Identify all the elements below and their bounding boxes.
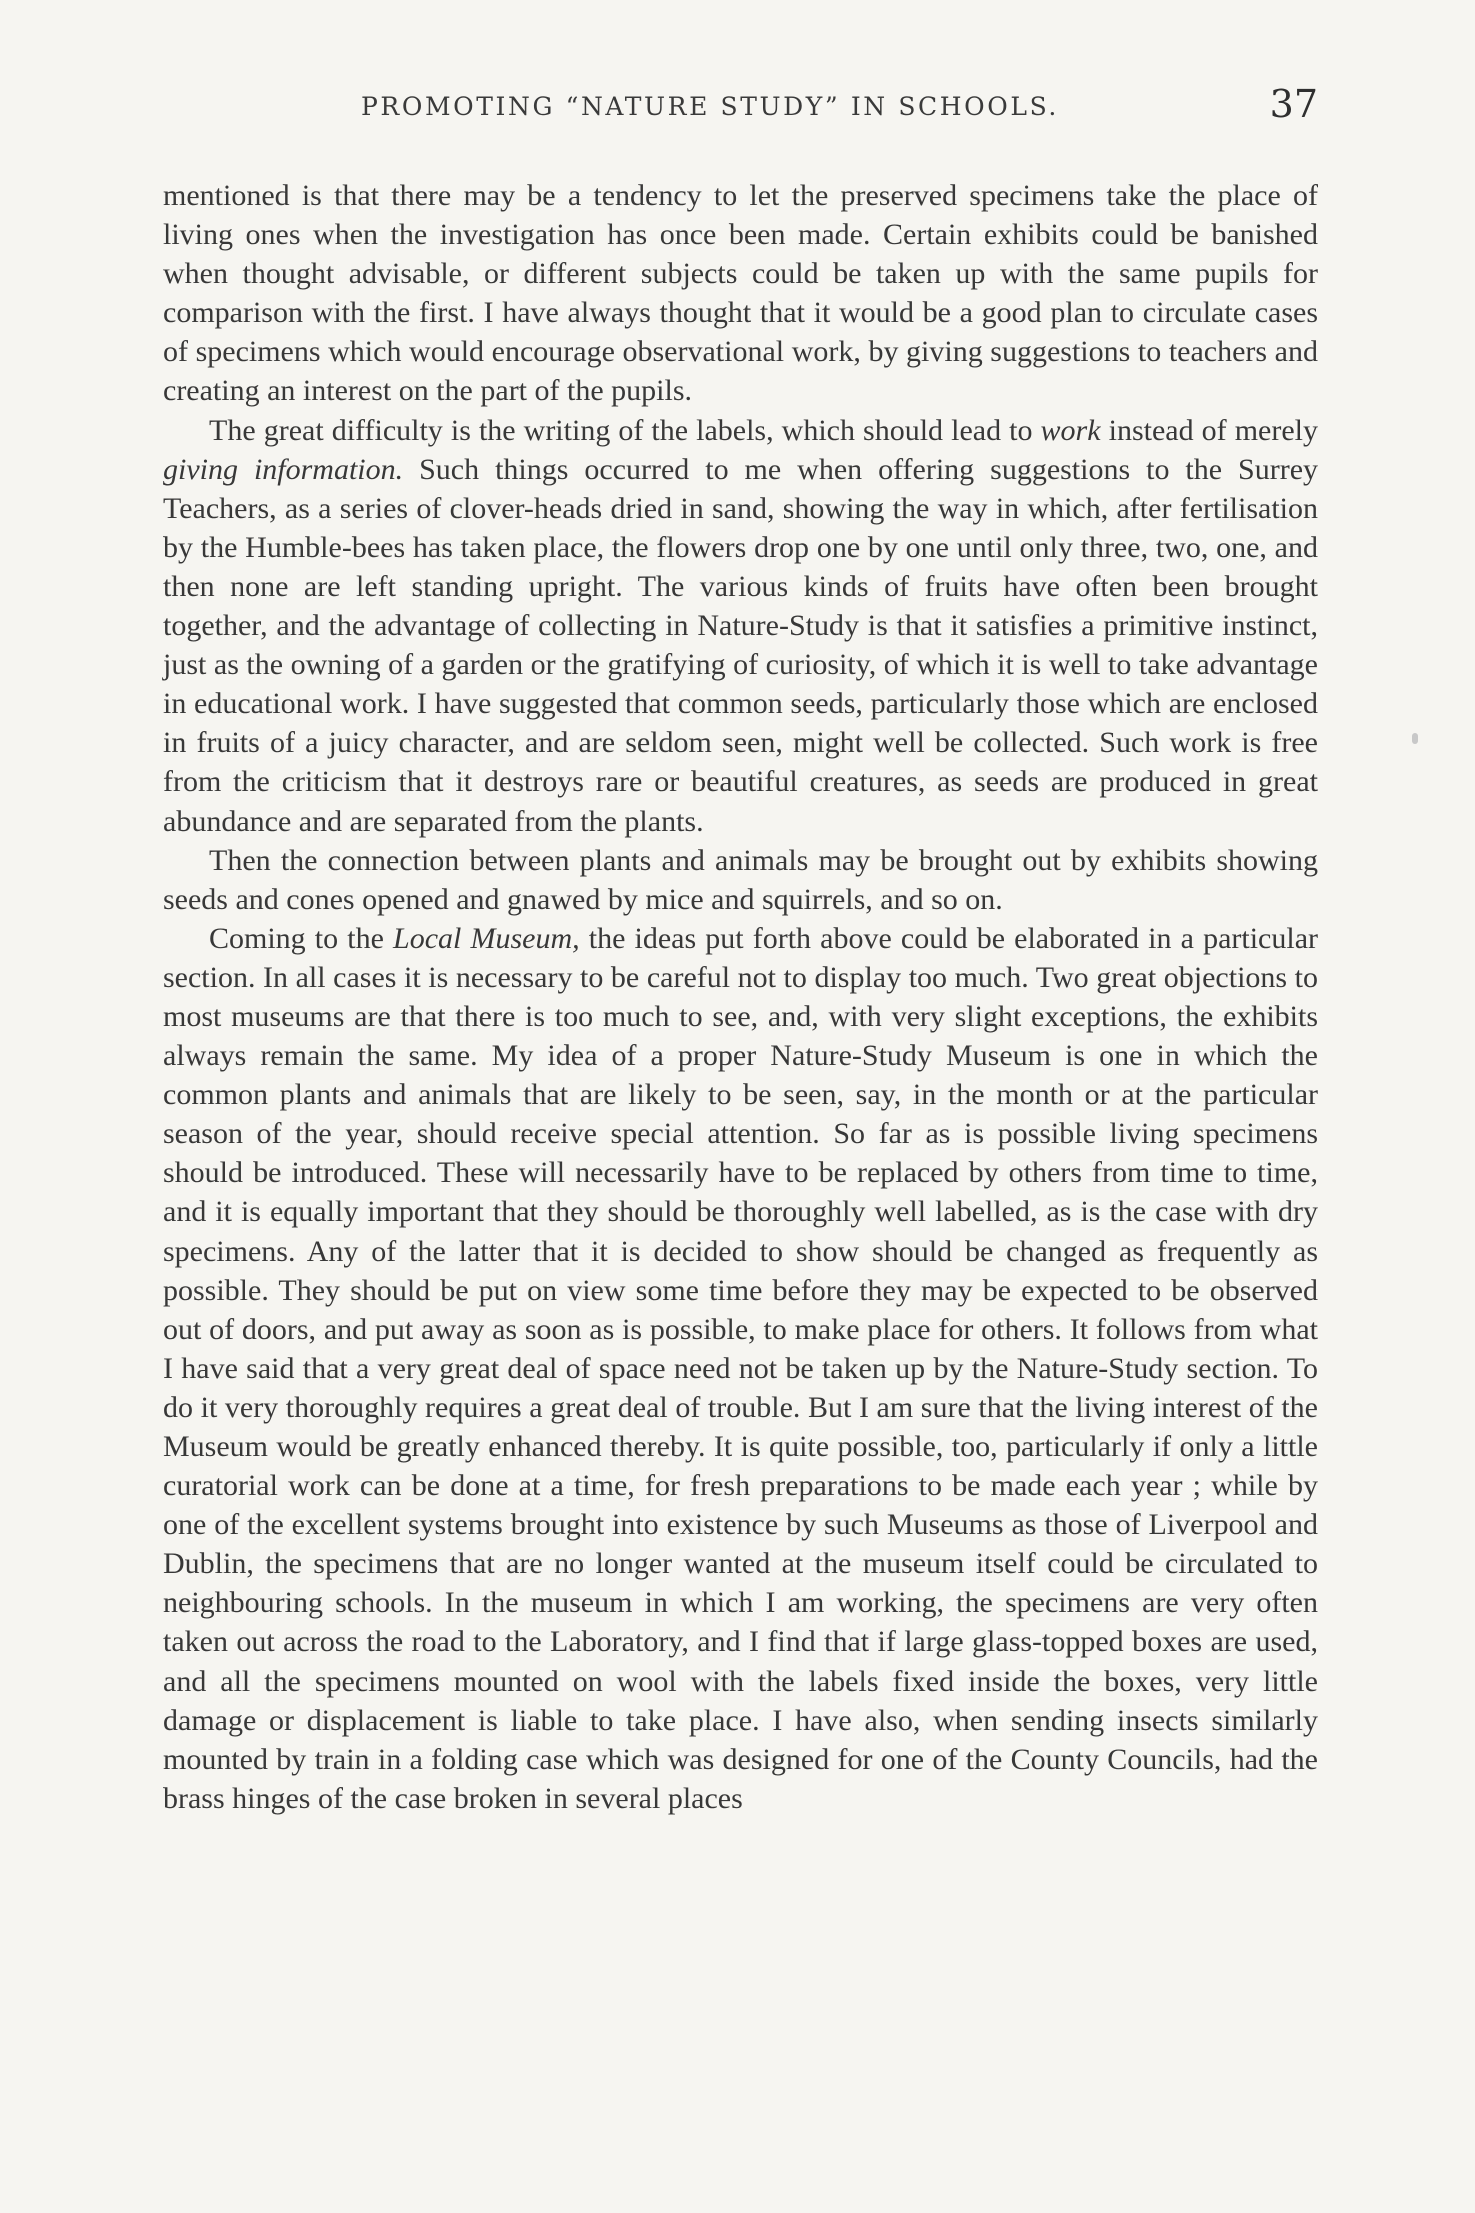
italic-phrase: giving information. [163,452,404,486]
text-run: The great difficulty is the writing of the labels, which should lead to [209,413,1041,447]
italic-phrase: Local Museum, [393,921,580,955]
text-run: Then the connection between plants and animals may be brought out by exhibits showing seeds and cones opened and gnawed by mice and squirrels, and so on. [163,843,1318,916]
paragraph-2 [163,411,1318,841]
paragraph-1 [163,176,1318,411]
italic-phrase: work [1040,413,1101,447]
text-run: the ideas put forth above could be elaborated in a particular section. In all cases it is necessary to be careful not to display too much. Two great objections to most museums are that there is too much to see, and, with very slight exceptions, the exhibits always remain the same. My idea of a proper Nature-Study Museum is one in which the common plants and animals that are likely to be seen, say, in the month or at the particular season of the year, should receive special attention. So far as is possible living specimens should be introduced. These will necessarily have to be replaced by others from time to time, and it is equally important that they should be thoroughly well labelled, as is the case with dry specimens. Any of the latter that it is decided to show should be changed as frequently as possible. They should be put on view some time before they may be expected to be observed out of doors, and put away as soon as is possible, to make place for others. It follows from what I have said that a very great deal of space need not be taken up by the Nature-Study section. To do it very thoroughly requires a great deal of trouble. But I am sure that the living interest of the Museum would be greatly enhanced thereby. It is quite possible, too, particularly if only a little curatorial work can be done at a time, for fresh preparations to be made each year ; while by one of the excellent systems brought into existence by such Museums as those of Liverpool and Dublin, the specimens that are no longer wanted at the museum itself could be circulated to neighbouring schools. In the museum in which I am working, the specimens are very often taken out across the road to the Laboratory, and I find that if large glass-topped boxes are used, and all the specimens mounted on wool with the labels fixed inside the boxes, very little damage or displacement is liable to take place. I have also, when sending insects similarly mounted by train in a folding case which was designed for one of the County Councils, had the brass hinges of the case broken in several places [163,921,1319,1815]
paragraph-3 [163,841,1318,919]
text-run: mentioned is that there may be a tendency to let the preserved specimens take the place of living ones when the investigation has once been made. Certain exhibits could be banished when thought advisable, or different subjects could be taken up with the same pupils for comparison with the first. I have always thought that it would be a good plan to circulate cases of specimens which would encourage observational work, by giving suggestions to teachers and creating an interest on the part of the pupils. [163,179,1318,408]
paper-speck [1412,733,1418,744]
body-text [163,176,1318,1818]
text-run: instead of merely [1100,413,1318,447]
paragraph-4 [163,919,1318,1818]
page-number: 37 [1269,82,1318,126]
text-run: Coming to the [209,921,394,955]
text-run: Such things occurred to me when offering suggestions to the Surrey Teachers, as a series of clover-heads dried in sand, showing the way in which, after fertilisation by the Humble-bees has taken place, the flowers drop one by one until only three, two, one, and then none are left standing upright. The various kinds of fruits have often been brought together, and the advantage of collecting in Nature-Study is that it satisfies a primitive instinct, just as the owning of a garden or the gratifying of curiosity, of which it is well to take advantage in educational work. I have suggested that common seeds, particularly those which are enclosed in fruits of a juicy character, and are seldom seen, might well be collected. Such work is free from the criticism that it destroys rare or beautiful creatures, as seeds are produced in great abundance and are separated from the plants. [163,452,1319,838]
running-head: PROMOTING “NATURE STUDY” IN SCHOOLS. [361,92,1059,121]
page-header [163,82,1318,138]
